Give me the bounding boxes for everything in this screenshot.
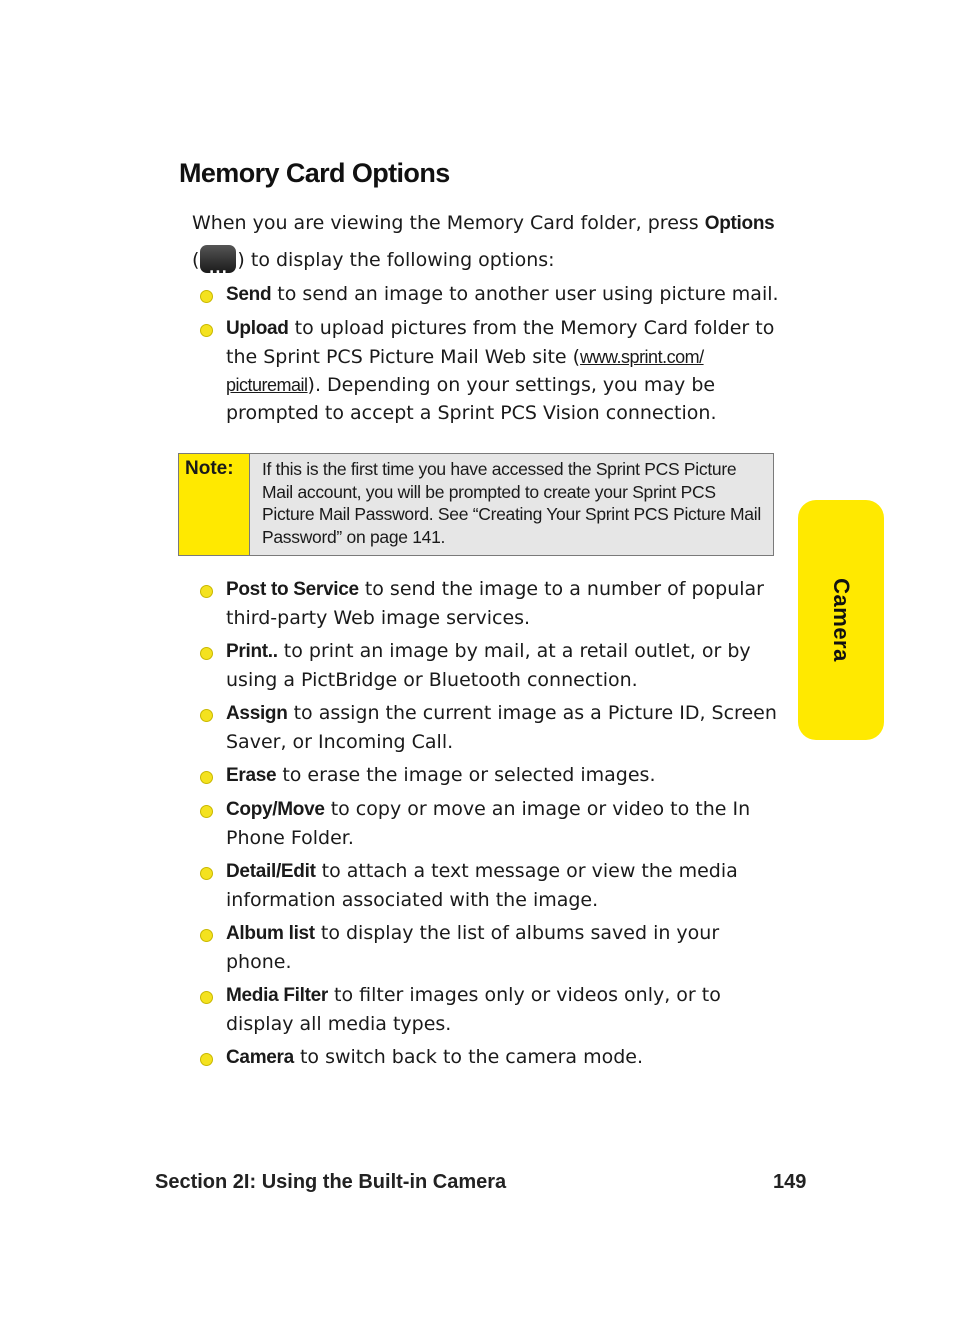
- item-term: Media Filter: [226, 985, 328, 1006]
- paren-open: (: [192, 249, 200, 271]
- item-term: Copy/Move: [226, 799, 325, 820]
- bullet-icon: [200, 647, 213, 660]
- list-item: [197, 575, 782, 632]
- note-text: If this is the first time you have accessed the Sprint PCS Picture Mail account, you will be prompted to create your Sprint PCS Picture Mail Password. See “Creating Your Sprint PCS Picture Mail Password” on page 141.: [250, 454, 773, 555]
- item-term: Album list: [226, 923, 315, 944]
- item-desc: to filter images only or videos only, or to display all media types.: [226, 984, 721, 1035]
- bullet-icon: [200, 324, 213, 337]
- item-term: Post to Service: [226, 579, 359, 600]
- list-item: [197, 919, 766, 976]
- item-desc: to assign the current image as a Picture ID, Screen Saver, or Incoming Call.: [226, 702, 777, 753]
- list-item: [197, 981, 766, 1038]
- item-desc: to erase the image or selected images.: [276, 764, 656, 786]
- options-key-icon: [200, 245, 236, 277]
- item-term: Print..: [226, 641, 278, 662]
- bullet-icon: [200, 709, 213, 722]
- page-title: Memory Card Options: [179, 158, 450, 188]
- bullet-icon: [200, 290, 213, 303]
- bullet-icon: [200, 929, 213, 942]
- intro-text-1: When you are viewing the Memory Card folder, press: [192, 212, 705, 234]
- item-desc: to display the list of albums saved in your phone.: [226, 922, 720, 973]
- section-tab-camera[interactable]: [798, 500, 884, 740]
- bullet-icon: [200, 805, 213, 818]
- item-desc: to copy or move an image or video to the In Phone Folder.: [226, 798, 751, 849]
- list-item: [197, 314, 796, 427]
- section-tab-label: Camera: [829, 578, 854, 662]
- footer-section-title: Section 2I: Using the Built-in Camera: [155, 1171, 507, 1193]
- list-item: [197, 699, 782, 756]
- item-term: Detail/Edit: [226, 861, 316, 882]
- list-item: [197, 280, 797, 309]
- item-desc: to send the image to a number of popular third-party Web image services.: [226, 578, 764, 629]
- note-box: [178, 453, 774, 556]
- list-item: [197, 761, 782, 790]
- options-key-glyph: ...: [208, 260, 228, 277]
- note-label: Note:: [179, 454, 250, 555]
- intro-paragraph: [192, 205, 792, 278]
- options-list-top: [197, 280, 797, 432]
- intro-text-2: ) to display the following options:: [237, 249, 555, 271]
- bullet-icon: [200, 867, 213, 880]
- item-term: Upload: [226, 318, 289, 339]
- item-desc: to switch back to the camera mode.: [293, 1046, 644, 1068]
- options-list-bottom: [197, 575, 782, 1077]
- list-item: [197, 637, 782, 694]
- item-desc: to print an image by mail, at a retail outlet, or by using a PictBridge or Bluetooth connection.: [226, 640, 751, 691]
- item-term: Assign: [226, 703, 288, 724]
- footer-page-number: 149: [773, 1171, 807, 1193]
- bullet-icon: [200, 771, 213, 784]
- item-desc: to send an image to another user using picture mail.: [271, 283, 779, 305]
- item-term: Camera: [226, 1047, 294, 1068]
- item-term: Erase: [226, 765, 277, 786]
- bullet-icon: [200, 991, 213, 1004]
- list-item: [197, 857, 782, 914]
- item-desc: to attach a text message or view the media information associated with the image.: [226, 860, 738, 911]
- item-term: Send: [226, 284, 272, 305]
- list-item: [197, 795, 766, 852]
- list-item: [197, 1043, 782, 1072]
- bullet-icon: [200, 1053, 213, 1066]
- bullet-icon: [200, 585, 213, 598]
- item-desc: to upload pictures from the Memory Card folder to the Sprint PCS Picture Mail Web site (: [226, 317, 775, 368]
- item-desc-after: ). Depending on your settings, you may be prompted to accept a Sprint PCS Vision connection.: [226, 374, 717, 424]
- options-label: Options: [704, 213, 775, 234]
- picturemail-link[interactable]: www.sprint.com/ picturemail: [226, 347, 704, 395]
